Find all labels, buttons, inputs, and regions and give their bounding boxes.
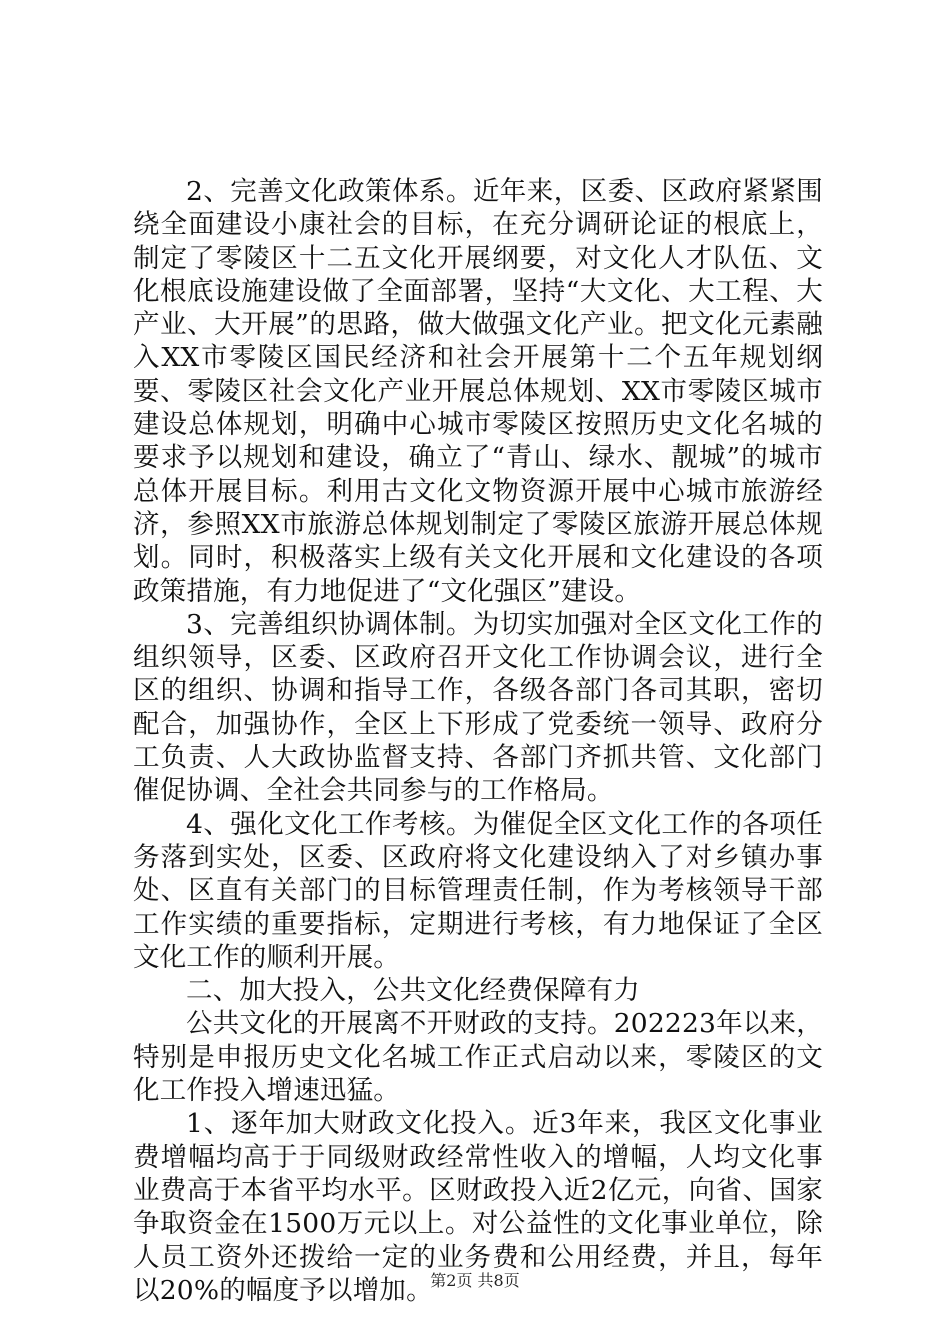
paragraph-organization: 3、完善组织协调体制。为切实加强对全区文化工作的组织领导，区委、区政府召开文化工作协调会议，进行全区的组织、协调和指导工作，各级各部门各司其职，密切配合，加强协作，全区上下形成了党委统一领导、政府分工负责、人大政协监督支持、各部门齐抓共管、文化部门催促协调、全社会共同参与的工作格局。 — [133, 608, 823, 807]
paragraph-assessment: 4、强化文化工作考核。为催促全区文化工作的各项任务落到实处，区委、区政府将文化建设纳入了对乡镇办事处、区直有关部门的目标管理责任制，作为考核领导干部工作实绩的重要指标，定期进行考核，有力地保证了全区文化工作的顺利开展。 — [133, 808, 823, 973]
paragraph-finance-support: 公共文化的开展离不开财政的支持。202223年以来，特别是申报历史文化名城工作正式启动以来，零陵区的文化工作投入增速迅猛。 — [133, 1008, 823, 1107]
page-number-footer: 第2页 共8页 — [430, 1271, 520, 1290]
document-content — [133, 175, 823, 1307]
paragraph-policy-system: 2、完善文化政策体系。近年来，区委、区政府紧紧围绕全面建设小康社会的目标，在充分调研论证的根底上，制定了零陵区十二五文化开展纲要，对文化人才队伍、文化根底设施建设做了全面部署，坚持“大文化、大工程、大产业、大开展”的思路，做大做强文化产业。把文化元素融入XX市零陵区国民经济和社会开展第十二个五年规划纲要、零陵区社会文化产业开展总体规划、XX市零陵区城市建设总体规划，明确中心城市零陵区按照历史文化名城的要求予以规划和建设，确立了“青山、绿水、靓城”的城市总体开展目标。利用古文化文物资源开展中心城市旅游经济，参照XX市旅游总体规划制定了零陵区旅游开展总体规划。同时，积极落实上级有关文化开展和文化建设的各项政策措施，有力地促进了“文化强区”建设。 — [133, 176, 823, 607]
section-heading-investment: 二、加大投入，公共文化经费保障有力 — [186, 975, 640, 1007]
paragraph-finance-investment: 1、逐年加大财政文化投入。近3年来，我区文化事业费增幅均高于于同级财政经常性收入的增幅，人均文化事业费高于本省平均水平。区财政投入近2亿元，向省、国家争取资金在1500万元以上。对公益性的文化事业单位，除人员工资外还拨给一定的业务费和公用经费，并且，每年以20%的幅度予以增加。 — [133, 1108, 823, 1306]
